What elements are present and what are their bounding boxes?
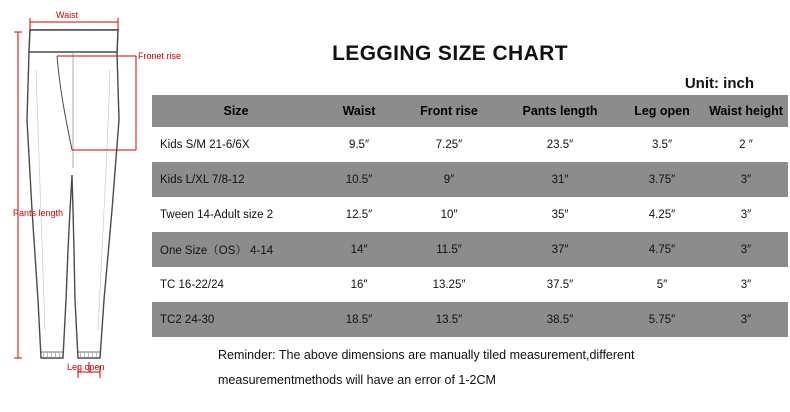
cell-front-rise: 7.25″ [398, 127, 500, 162]
cell-waist-height: 3″ [704, 267, 788, 302]
cell-waist: 16″ [320, 267, 398, 302]
cell-waist: 12.5″ [320, 197, 398, 232]
size-chart-panel [150, 0, 790, 412]
cell-waist: 10.5″ [320, 162, 398, 197]
cell-leg-open: 4.75″ [620, 232, 704, 267]
table-body [152, 127, 788, 337]
table-row [152, 127, 788, 162]
annotation-front-rise: Fronet rise [138, 51, 182, 61]
cell-size: Kids S/M 21-6/6X [152, 127, 320, 162]
cell-front-rise: 11.5″ [398, 232, 500, 267]
cell-pants-length: 35″ [500, 197, 620, 232]
cell-size: TC2 24-30 [152, 302, 320, 337]
column-header-waist: Waist [320, 95, 398, 127]
legging-illustration [0, 0, 182, 412]
cell-size: TC 16-22/24 [152, 267, 320, 302]
cell-leg-open: 3.75″ [620, 162, 704, 197]
cell-waist-height: 3″ [704, 162, 788, 197]
reminder-line-1: Reminder: The above dimensions are manually tiled measurement,different [218, 348, 635, 362]
reminder-line-2: measurementmethods will have an error of 1-2CM [218, 373, 496, 387]
cell-size: Tween 14-Adult size 2 [152, 197, 320, 232]
cell-front-rise: 10″ [398, 197, 500, 232]
cell-leg-open: 5.75″ [620, 302, 704, 337]
cell-size: One Size（OS） 4-14 [152, 232, 320, 267]
cell-pants-length: 38.5″ [500, 302, 620, 337]
cell-front-rise: 13.25″ [398, 267, 500, 302]
cell-waist-height: 3″ [704, 232, 788, 267]
annotation-pants-length: Pants length [13, 208, 64, 218]
table-row [152, 162, 788, 197]
cell-pants-length: 23.5″ [500, 127, 620, 162]
cell-pants-length: 31″ [500, 162, 620, 197]
table-row [152, 232, 788, 267]
cell-front-rise: 9″ [398, 162, 500, 197]
column-header-waist-height: Waist height [704, 95, 788, 127]
cell-leg-open: 3.5″ [620, 127, 704, 162]
cell-leg-open: 4.25″ [620, 197, 704, 232]
table-row [152, 302, 788, 337]
table-header-row [152, 95, 788, 127]
column-header-leg-open: Leg open [620, 95, 704, 127]
cell-waist-height: 2 ″ [704, 127, 788, 162]
table-row [152, 267, 788, 302]
cell-waist: 14″ [320, 232, 398, 267]
size-chart-table [152, 95, 788, 337]
table-header [152, 95, 788, 127]
legging-shape [27, 30, 119, 358]
column-header-front-rise: Front rise [398, 95, 500, 127]
cell-pants-length: 37″ [500, 232, 620, 267]
annotation-leg-open: Leg open [67, 362, 105, 372]
unit-label: Unit: inch [684, 75, 754, 92]
cell-waist: 9.5″ [320, 127, 398, 162]
page-title: LEGGING SIZE CHART [332, 42, 568, 65]
column-header-size: Size [152, 95, 320, 127]
cell-front-rise: 13.5″ [398, 302, 500, 337]
cell-leg-open: 5″ [620, 267, 704, 302]
cell-waist-height: 3″ [704, 197, 788, 232]
cell-waist-height: 3″ [704, 302, 788, 337]
cell-waist: 18.5″ [320, 302, 398, 337]
column-header-pants-length: Pants length [500, 95, 620, 127]
legging-diagram-svg [0, 0, 150, 412]
cell-pants-length: 37.5″ [500, 267, 620, 302]
cell-size: Kids L/XL 7/8-12 [152, 162, 320, 197]
reminder-note [218, 343, 763, 393]
table-row [152, 197, 788, 232]
annotation-waist: Waist [56, 10, 79, 20]
